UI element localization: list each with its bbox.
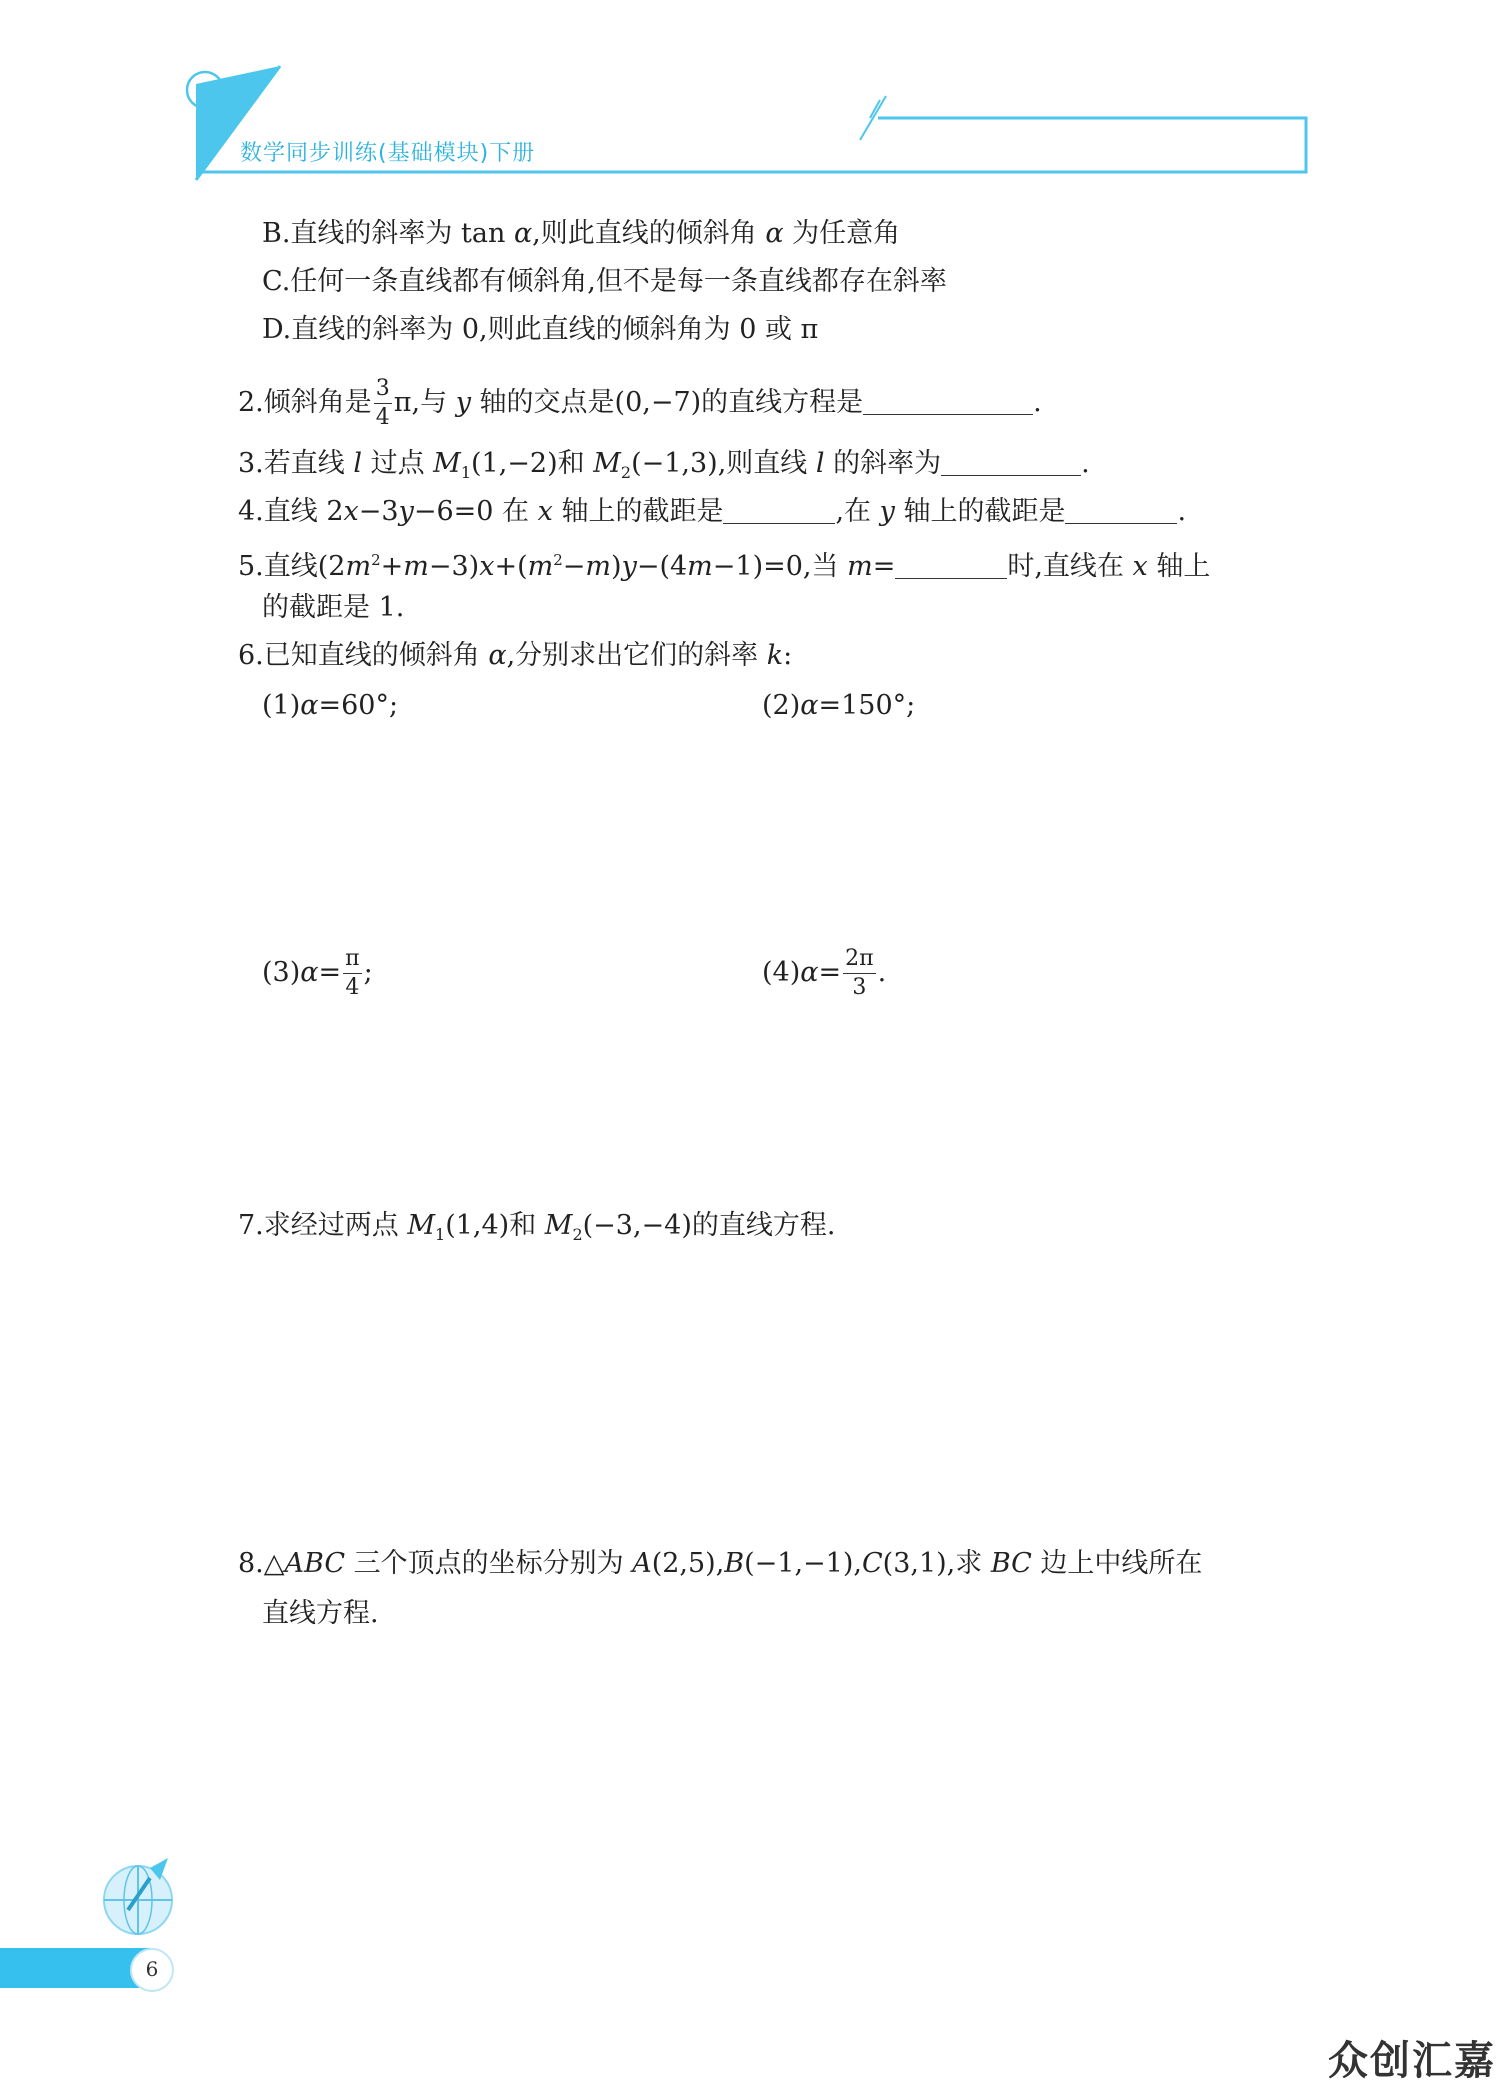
answer-blank[interactable] <box>723 497 835 524</box>
watermark: 众创汇嘉 <box>1328 2038 1496 2084</box>
fraction-2pi-3: $\frac{2\pi}{3}$ <box>845 946 874 1000</box>
answer-blank[interactable] <box>895 552 1007 579</box>
q1-option-d: D.直线的斜率为 0,则此直线的倾斜角为 0 或 π <box>262 314 819 345</box>
question-4: 4.直线 2x−3y−6=0 在 x 轴上的截距是 ,在 y 轴上的截距是 . <box>238 496 1187 527</box>
fraction-3-4: $\frac{3}{4}$ <box>375 376 390 430</box>
question-6-part-1: (1)α=60°; <box>262 690 399 721</box>
question-5-line2: 的截距是 1. <box>262 592 405 623</box>
q1-option-c: C.任何一条直线都有倾斜角,但不是每一条直线都存在斜率 <box>262 266 947 297</box>
fraction-pi-4: $\frac{\pi}{4}$ <box>345 946 360 1000</box>
page-number: 6 <box>130 1948 174 1992</box>
question-6-part-2: (2)α=150°; <box>762 690 916 721</box>
header-decoration <box>0 0 1504 200</box>
question-3: 3.若直线 l 过点 $M_1(1,-2)$和 $M_2(-1,3)$,则直线 l 的斜率为 . <box>238 448 1090 482</box>
question-6: 6.已知直线的倾斜角 α,分别求出它们的斜率 k: <box>238 640 793 671</box>
header-title: 数学同步训练(基础模块)下册 <box>240 141 536 166</box>
footer-bar <box>0 1948 150 1988</box>
question-2: 2.倾斜角是 $\frac{3}{4}$ π,与 y 轴的交点是(0,−7)的直线方程是 . <box>238 376 1042 430</box>
question-8-line2: 直线方程. <box>262 1598 379 1629</box>
question-6-part-3: (3)α= $\frac{\pi}{4}$ ; <box>262 946 373 1000</box>
answer-blank[interactable] <box>941 449 1081 476</box>
question-5: 5.直线$(2m^2+m-3)x+(m^2-m)y-(4m-1)=0$,当 m= 时,直线在 x 轴上 <box>238 551 1211 582</box>
answer-blank[interactable] <box>1065 497 1177 524</box>
answer-blank[interactable] <box>863 388 1033 415</box>
question-6-part-4: (4)α= $\frac{2\pi}{3}$ . <box>762 946 887 1000</box>
question-8: 8.△ABC 三个顶点的坐标分别为 A(2,5),B(−1,−1),C(3,1),求 BC 边上中线所在 <box>238 1548 1203 1579</box>
question-7: 7.求经过两点 $M_1(1,4)$和 $M_2(-3,-4)$的直线方程. <box>238 1210 836 1244</box>
q1-option-b: B.直线的斜率为 tan α,则此直线的倾斜角 α 为任意角 <box>262 218 901 249</box>
